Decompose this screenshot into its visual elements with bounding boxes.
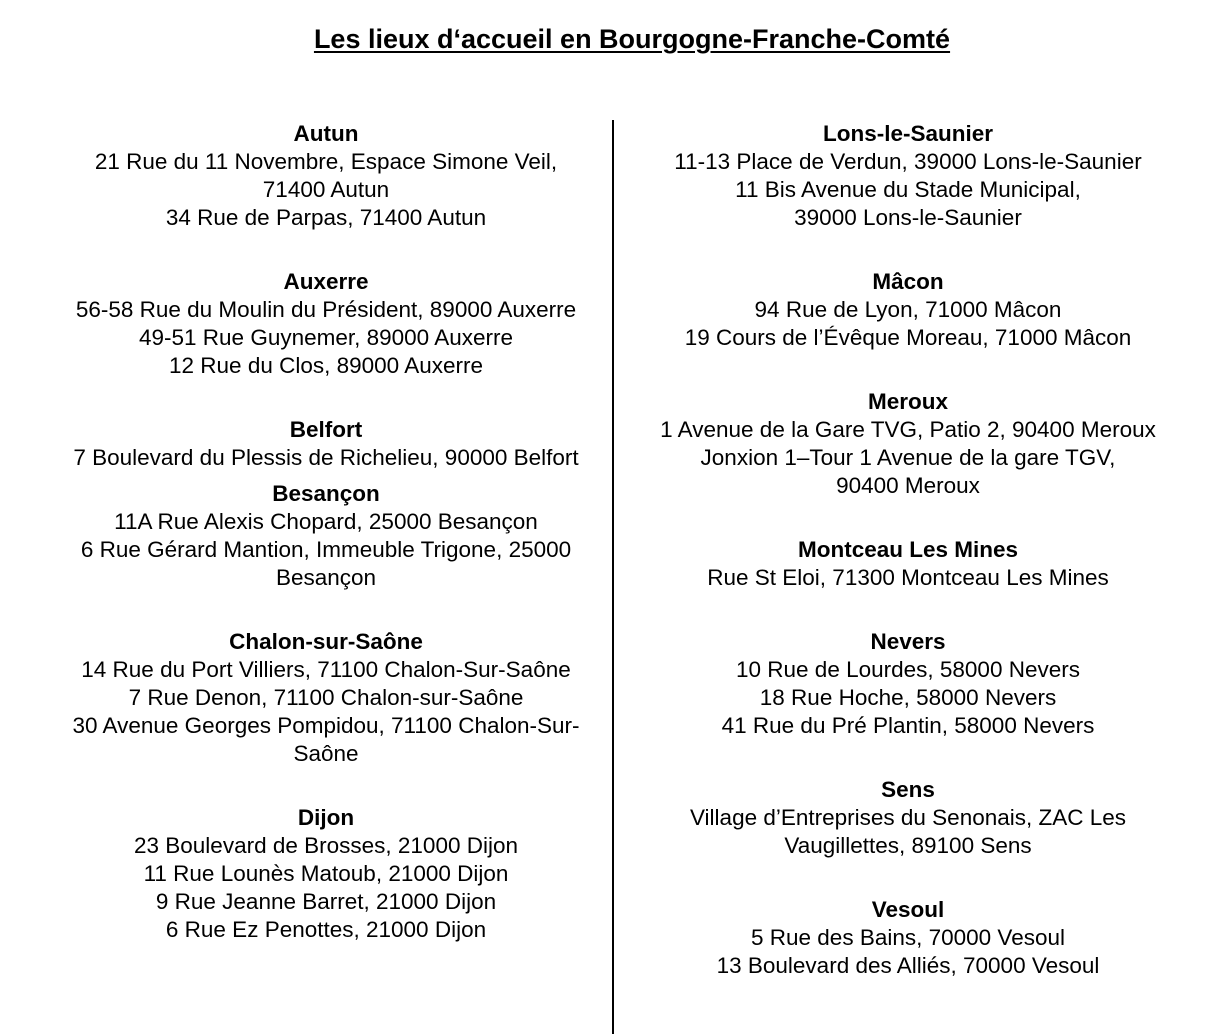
city-name: Meroux (867, 389, 948, 414)
address-line: Village d’Entreprises du Senonais, ZAC Les (689, 805, 1127, 830)
address-line: 11 Rue Lounès Matoub, 21000 Dijon (143, 861, 509, 886)
right-column (630, 120, 1186, 1016)
address-line: 94 Rue de Lyon, 71000 Mâcon (754, 297, 1062, 322)
address-line: Jonxion 1–Tour 1 Avenue de la gare TGV, (700, 445, 1116, 470)
address-line: Rue St Eloi, 71300 Montceau Les Mines (707, 565, 1109, 590)
address-line: 12 Rue du Clos, 89000 Auxerre (169, 353, 483, 378)
address-line: 7 Rue Denon, 71100 Chalon-sur-Saône (128, 685, 524, 710)
address-line: 11A Rue Alexis Chopard, 25000 Besançon (114, 509, 538, 534)
page-title: Les lieux d‘accueil en Bourgogne-Franche-Comté (313, 24, 951, 54)
address-line: 9 Rue Jeanne Barret, 21000 Dijon (155, 889, 497, 914)
city-block-dijon (50, 804, 602, 944)
address-line: 7 Boulevard du Plessis de Richelieu, 90000 Belfort (73, 445, 579, 470)
city-name: Lons-le-Saunier (822, 121, 994, 146)
city-name: Mâcon (872, 269, 944, 294)
address-line: 11-13 Place de Verdun, 39000 Lons-le-Saunier (674, 149, 1142, 174)
address-line: 30 Avenue Georges Pompidou, 71100 Chalon-Sur- (72, 713, 580, 738)
address-line: Vaugillettes, 89100 Sens (784, 833, 1032, 858)
address-line: 13 Boulevard des Alliés, 70000 Vesoul (716, 953, 1100, 978)
city-name: Besançon (272, 481, 380, 506)
address-line: 71400 Autun (262, 177, 390, 202)
city-name: Montceau Les Mines (797, 537, 1019, 562)
address-line: 18 Rue Hoche, 58000 Nevers (759, 685, 1057, 710)
city-name: Dijon (297, 805, 355, 830)
city-name: Belfort (289, 417, 363, 442)
city-block-belfort (50, 416, 602, 472)
city-block-nevers (630, 628, 1186, 740)
address-line: 56-58 Rue du Moulin du Président, 89000 Auxerre (75, 297, 577, 322)
address-line: 1 Avenue de la Gare TVG, Patio 2, 90400 Meroux (660, 417, 1156, 442)
address-line: 6 Rue Ez Penottes, 21000 Dijon (165, 917, 487, 942)
city-block-besancon (50, 480, 602, 592)
address-line: Saône (293, 741, 359, 766)
left-column (50, 120, 602, 980)
address-line: 21 Rue du 11 Novembre, Espace Simone Veil, (94, 149, 558, 174)
address-line: 90400 Meroux (836, 473, 980, 498)
city-block-sens (630, 776, 1186, 860)
city-block-auxerre (50, 268, 602, 380)
address-line: 6 Rue Gérard Mantion, Immeuble Trigone, 25000 (80, 537, 572, 562)
city-name: Vesoul (871, 897, 945, 922)
address-line: 49-51 Rue Guynemer, 89000 Auxerre (139, 325, 513, 350)
address-line: 19 Cours de l’Évêque Moreau, 71000 Mâcon (684, 325, 1132, 350)
address-line: Besançon (275, 565, 377, 590)
address-line: 10 Rue de Lourdes, 58000 Nevers (736, 657, 1080, 682)
city-block-montceau-les-mines (630, 536, 1186, 592)
column-divider (612, 120, 614, 1034)
city-name: Auxerre (283, 269, 369, 294)
city-block-chalon-sur-saone (50, 628, 602, 768)
city-name: Chalon-sur-Saône (229, 629, 423, 654)
city-block-meroux (630, 388, 1186, 500)
city-name: Sens (881, 777, 935, 802)
city-block-autun (50, 120, 602, 232)
city-name: Autun (293, 121, 359, 146)
city-block-vesoul (630, 896, 1186, 980)
address-line: 39000 Lons-le-Saunier (794, 205, 1022, 230)
address-line: 14 Rue du Port Villiers, 71100 Chalon-Sur-Saône (81, 657, 571, 682)
city-block-macon (630, 268, 1186, 352)
address-line: 5 Rue des Bains, 70000 Vesoul (751, 925, 1065, 950)
address-line: 23 Boulevard de Brosses, 21000 Dijon (134, 833, 518, 858)
address-line: 34 Rue de Parpas, 71400 Autun (165, 205, 487, 230)
address-line: 41 Rue du Pré Plantin, 58000 Nevers (721, 713, 1095, 738)
city-name: Nevers (870, 629, 946, 654)
address-line: 11 Bis Avenue du Stade Municipal, (735, 177, 1081, 202)
city-block-lons-le-saunier (630, 120, 1186, 232)
